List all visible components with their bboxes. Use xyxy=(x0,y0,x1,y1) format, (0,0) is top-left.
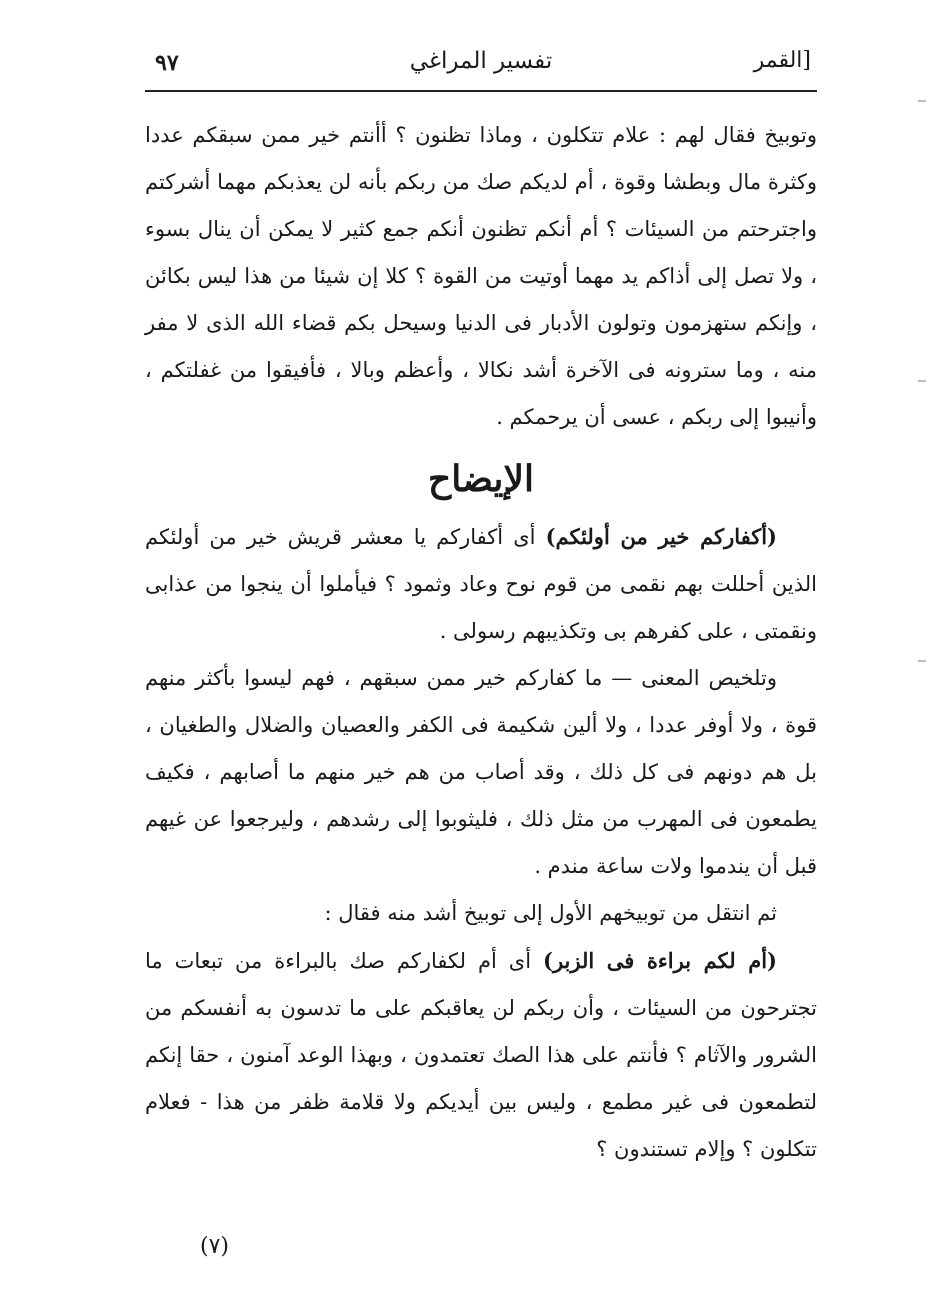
sura-name: [القمر xyxy=(753,48,811,73)
paragraph: ثم انتقل من توبيخهم الأول إلى توبيخ أشد منه فقال : xyxy=(324,901,777,925)
paragraph xyxy=(145,513,817,655)
scan-speck xyxy=(918,380,926,382)
paragraph-text: أى أكفاركم يا معشر قريش خير من أولئكم الذين أحللت بهم نقمى من قوم نوح وعاد وثمود ؟ فيأملوا أن ينجوا من عذابى ونقمتى ، على كفرهم بى وتكذيبهم رسولى . xyxy=(145,525,817,643)
paragraph xyxy=(145,937,817,1173)
scan-speck xyxy=(918,660,926,662)
scan-speck xyxy=(918,100,926,102)
paragraph: وتلخيص المعنى — ما كفاركم خير ممن سبقهم ، فهم ليسوا بأكثر منهم قوة ، ولا أوفر عددا ، ولا ألين شكيمة فى الكفر والعصيان والضلال والطغيان ، بل هم دونهم فى كل ذلك ، وقد أصاب من هم خير منهم ما أصابهم ، فكيف يطمعون فى المهرب من مثل ذلك ، فليثوبوا إلى رشدهم ، وليرجعوا عن غيهم قبل أن يندموا ولات ساعة مندم . xyxy=(145,666,817,878)
section-title: الإيضاح xyxy=(428,458,534,500)
paragraph: وتوبيخ فقال لهم : علام تتكلون ، وماذا تظنون ؟ أأنتم خير ممن سبقكم عددا وكثرة مال وبطشا وقوة ، أم لديكم صك من ربكم بأنه لن يعذبكم مهما أشركتم واجترحتم من السيئات ؟ أم أنكم تظنون أنكم جمع كثير لا يمكن أن ينال بسوء ، ولا تصل إلى أذاكم يد مهما أوتيت من القوة ؟ كلا إن شيئا من هذا ليس بكائن ، وإنكم ستهزمون وتولون الأدبار فى الدنيا وسيحل بكم قضاء الله الذى لا مفر منه ، وما سترونه فى الآخرة أشد نكالا ، وأعظم وبالا ، فأفيقوا من غفلتكم ، وأنيبوا إلى ربكم ، عسى أن يرحمكم . xyxy=(145,123,817,429)
paragraph-text: أى أم لكفاركم صك بالبراءة من تبعات ما تجترحون من السيئات ، وأن ربكم لن يعاقبكم على ما تدسون به أنفسكم من الشرور والآثام ؟ فأنتم على هذا الصك تعتمدون ، وبهذا الوعد آمنون ، حقا إنكم لتطمعون فى غير مطمع ، وليس بين أيديكم ولا قلامة ظفر من هذا - فعلام تتكلون ؟ وإلام تستندون ؟ xyxy=(145,949,817,1161)
book-title: تفسير المراغي xyxy=(409,48,553,74)
page-header xyxy=(145,42,817,92)
signature-number: (٧) xyxy=(200,1234,230,1259)
verse-quote: (أم لكم براءة فى الزبر) xyxy=(543,948,777,973)
verse-quote: (أكفاركم خير من أولئكم) xyxy=(545,524,777,549)
page-body xyxy=(145,112,817,1173)
page-number: ٩٧ xyxy=(155,50,179,76)
header-rule xyxy=(145,90,817,92)
